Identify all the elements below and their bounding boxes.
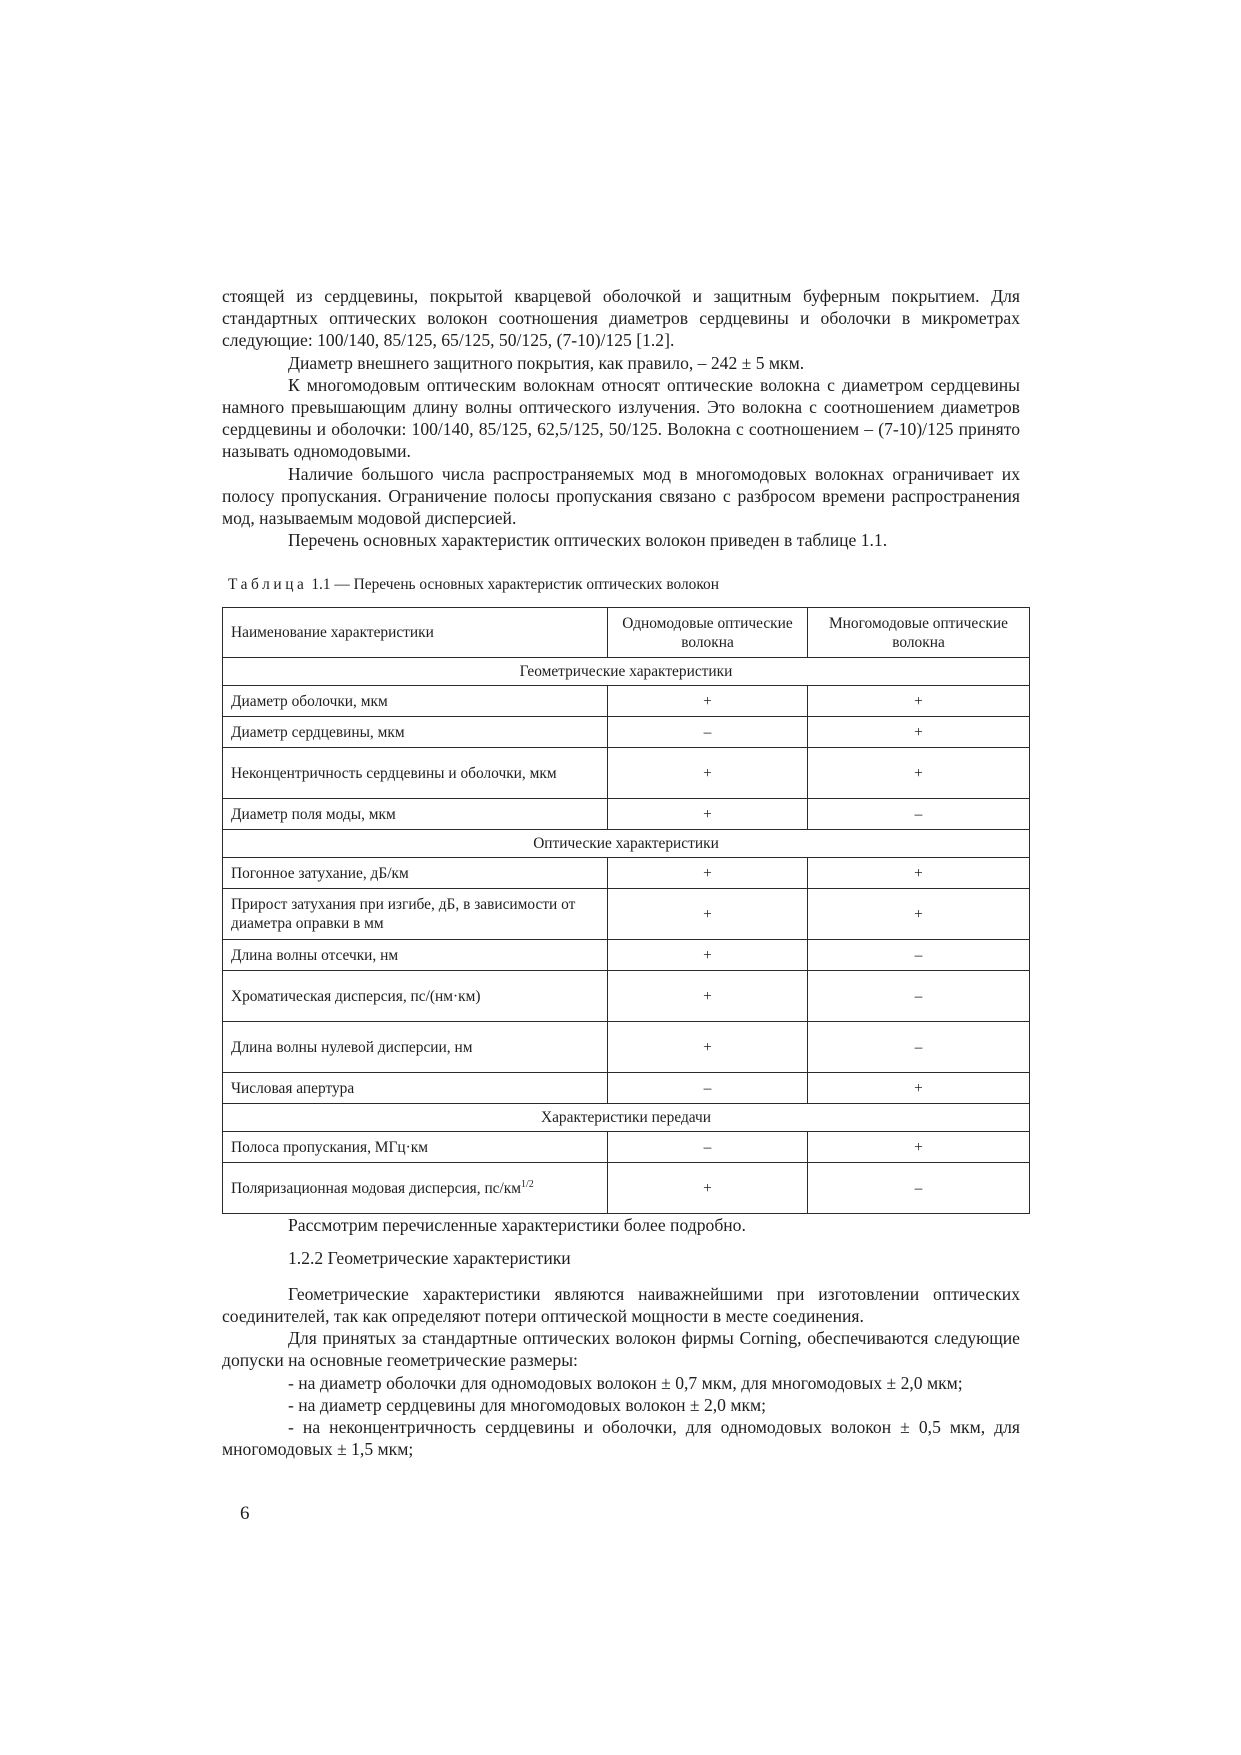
table-caption-word: Таблица: [228, 576, 308, 594]
single-mode-cell: +: [608, 799, 808, 830]
characteristic-name: Числовая апертура: [231, 1079, 355, 1097]
characteristic-name: Длина волны нулевой дисперсии, нм: [231, 1038, 473, 1056]
page-content: [222, 285, 1020, 1460]
characteristic-name: Неконцентричность сердцевины и оболочки, мкм: [231, 764, 557, 782]
single-mode-cell: +: [608, 858, 808, 889]
list-item: - на неконцентричность сердцевины и оболочки, для одномодовых волокон ± 0,5 мкм, для многомодовых ± 1,5 мкм;: [222, 1417, 1020, 1460]
multi-mode-cell: –: [808, 940, 1030, 971]
table-row: [223, 858, 1030, 889]
characteristic-name-cell: [223, 940, 608, 971]
single-mode-cell: +: [608, 940, 808, 971]
paragraph: стоящей из сердцевины, покрытой кварцевой оболочкой и защитным буферным покрытием. Для стандартных оптических волокон соотношения диаметров сердцевины и оболочки в микрометрах следующие: 100/140, 85/125, 65/125, 50/125, (7-10)/125 [1.2].: [222, 286, 1020, 351]
multi-mode-cell: +: [808, 748, 1030, 799]
multi-mode-cell: –: [808, 1022, 1030, 1073]
table-row: [223, 1132, 1030, 1163]
table-section-row: [223, 658, 1030, 686]
characteristic-name-cell: [223, 1163, 608, 1214]
table-row: [223, 799, 1030, 830]
characteristic-name-cell: [223, 686, 608, 717]
table-row: [223, 940, 1030, 971]
characteristic-name-cell: [223, 1132, 608, 1163]
paragraph: Наличие большого числа распространяемых мод в многомодовых волокнах ограничивает их полосу пропускания. Ограничение полосы пропускания связано с разбросом времени распространения мод, называемым модовой дисперсией.: [222, 463, 1020, 529]
paragraph: Перечень основных характеристик оптических волокон приведен в таблице 1.1.: [288, 530, 888, 551]
single-mode-cell: +: [608, 1022, 808, 1073]
multi-mode-cell: +: [808, 1073, 1030, 1104]
single-mode-cell: +: [608, 889, 808, 940]
single-mode-cell: +: [608, 748, 808, 799]
paragraph: Геометрические характеристики являются наиважнейшими при изготовлении оптических соединителей, так как определяют потери оптической мощности в месте соединения.: [222, 1283, 1020, 1327]
single-mode-cell: –: [608, 1132, 808, 1163]
single-mode-cell: +: [608, 1163, 808, 1214]
characteristic-name: Хроматическая дисперсия, пс/(нм·км): [231, 987, 481, 1005]
table-row: [223, 1163, 1030, 1214]
list-item: - на диаметр сердцевины для многомодовых волокон ± 2,0 мкм;: [288, 1394, 767, 1415]
multi-mode-cell: +: [808, 889, 1030, 940]
section-title: Характеристики передачи: [223, 1104, 1030, 1132]
paragraph: Рассмотрим перечисленные характеристики более подробно.: [288, 1215, 746, 1236]
multi-mode-cell: –: [808, 1163, 1030, 1214]
table-caption-text: 1.1 — Перечень основных характеристик оптических волокон: [307, 576, 719, 594]
section-title: Геометрические характеристики: [223, 658, 1030, 686]
page-number: 6: [240, 1503, 250, 1524]
single-mode-cell: –: [608, 717, 808, 748]
characteristic-name-cell: [223, 1073, 608, 1104]
multi-mode-cell: +: [808, 1132, 1030, 1163]
header-cell: Многомодовые оптические волокна: [808, 608, 1030, 658]
single-mode-cell: –: [608, 1073, 808, 1104]
characteristic-name: Полоса пропускания, МГц·км: [231, 1138, 428, 1156]
list-item: - на диаметр оболочки для одномодовых волокон ± 0,7 мкм, для многомодовых ± 2,0 мкм;: [288, 1372, 963, 1393]
characteristic-name: Длина волны отсечки, нм: [231, 946, 399, 964]
characteristic-name-cell: [223, 748, 608, 799]
table-row: [223, 1073, 1030, 1104]
table-row: [223, 686, 1030, 717]
single-mode-cell: +: [608, 686, 808, 717]
section-heading: 1.2.2 Геометрические характеристики: [288, 1247, 571, 1268]
table-row: [223, 971, 1030, 1022]
characteristic-name-cell: [223, 971, 608, 1022]
paragraph: Диаметр внешнего защитного покрытия, как правило, – 242 ± 5 мкм.: [288, 352, 805, 373]
table-row: [223, 889, 1030, 940]
multi-mode-cell: –: [808, 971, 1030, 1022]
characteristic-name-cell: [223, 799, 608, 830]
single-mode-cell: +: [608, 971, 808, 1022]
section-title: Оптические характеристики: [223, 830, 1030, 858]
table-row: [223, 717, 1030, 748]
multi-mode-cell: –: [808, 799, 1030, 830]
characteristic-name: Диаметр сердцевины, мкм: [231, 723, 405, 741]
table-row: [223, 1022, 1030, 1073]
table-row: [223, 748, 1030, 799]
characteristic-name-cell: [223, 858, 608, 889]
table-section-row: [223, 1104, 1030, 1132]
multi-mode-cell: +: [808, 686, 1030, 717]
characteristic-name: Диаметр оболочки, мкм: [231, 692, 388, 710]
characteristic-name-cell: [223, 1022, 608, 1073]
characteristic-name-cell: [223, 889, 608, 940]
characteristic-name: Диаметр поля моды, мкм: [231, 805, 396, 823]
table-caption: [228, 575, 1020, 595]
characteristic-name: Прирост затухания при изгибе, дБ, в зависимости от диаметра оправки в мм: [231, 896, 576, 933]
characteristic-name: Погонное затухание, дБ/км: [231, 864, 409, 882]
header-cell: Наименование характеристики: [223, 608, 608, 658]
characteristics-table: [222, 607, 1030, 1214]
table-section-row: [223, 830, 1030, 858]
characteristic-name: Поляризационная модовая дисперсия, пс/км: [231, 1179, 522, 1197]
paragraph: Для принятых за стандартные оптических волокон фирмы Corning, обеспечиваются следующие допуски на основные геометрические размеры:: [222, 1328, 1020, 1371]
table-header-row: [223, 608, 1030, 658]
multi-mode-cell: +: [808, 858, 1030, 889]
characteristic-name-cell: [223, 717, 608, 748]
header-cell: Одномодовые оптические волокна: [608, 608, 808, 658]
paragraph: К многомодовым оптическим волокнам относят оптические волокна с диаметром сердцевины намного превышающим длину волны оптического излучения. Это волокна с соотношением диаметров сердцевины и оболочки: 100/140, 85/125, 62,5/125, 50/125. Волокна с соотношением – (7-10)/125 принято называть одномодовыми.: [222, 374, 1020, 462]
multi-mode-cell: +: [808, 717, 1030, 748]
unit-exponent: 1/2: [521, 1178, 534, 1190]
